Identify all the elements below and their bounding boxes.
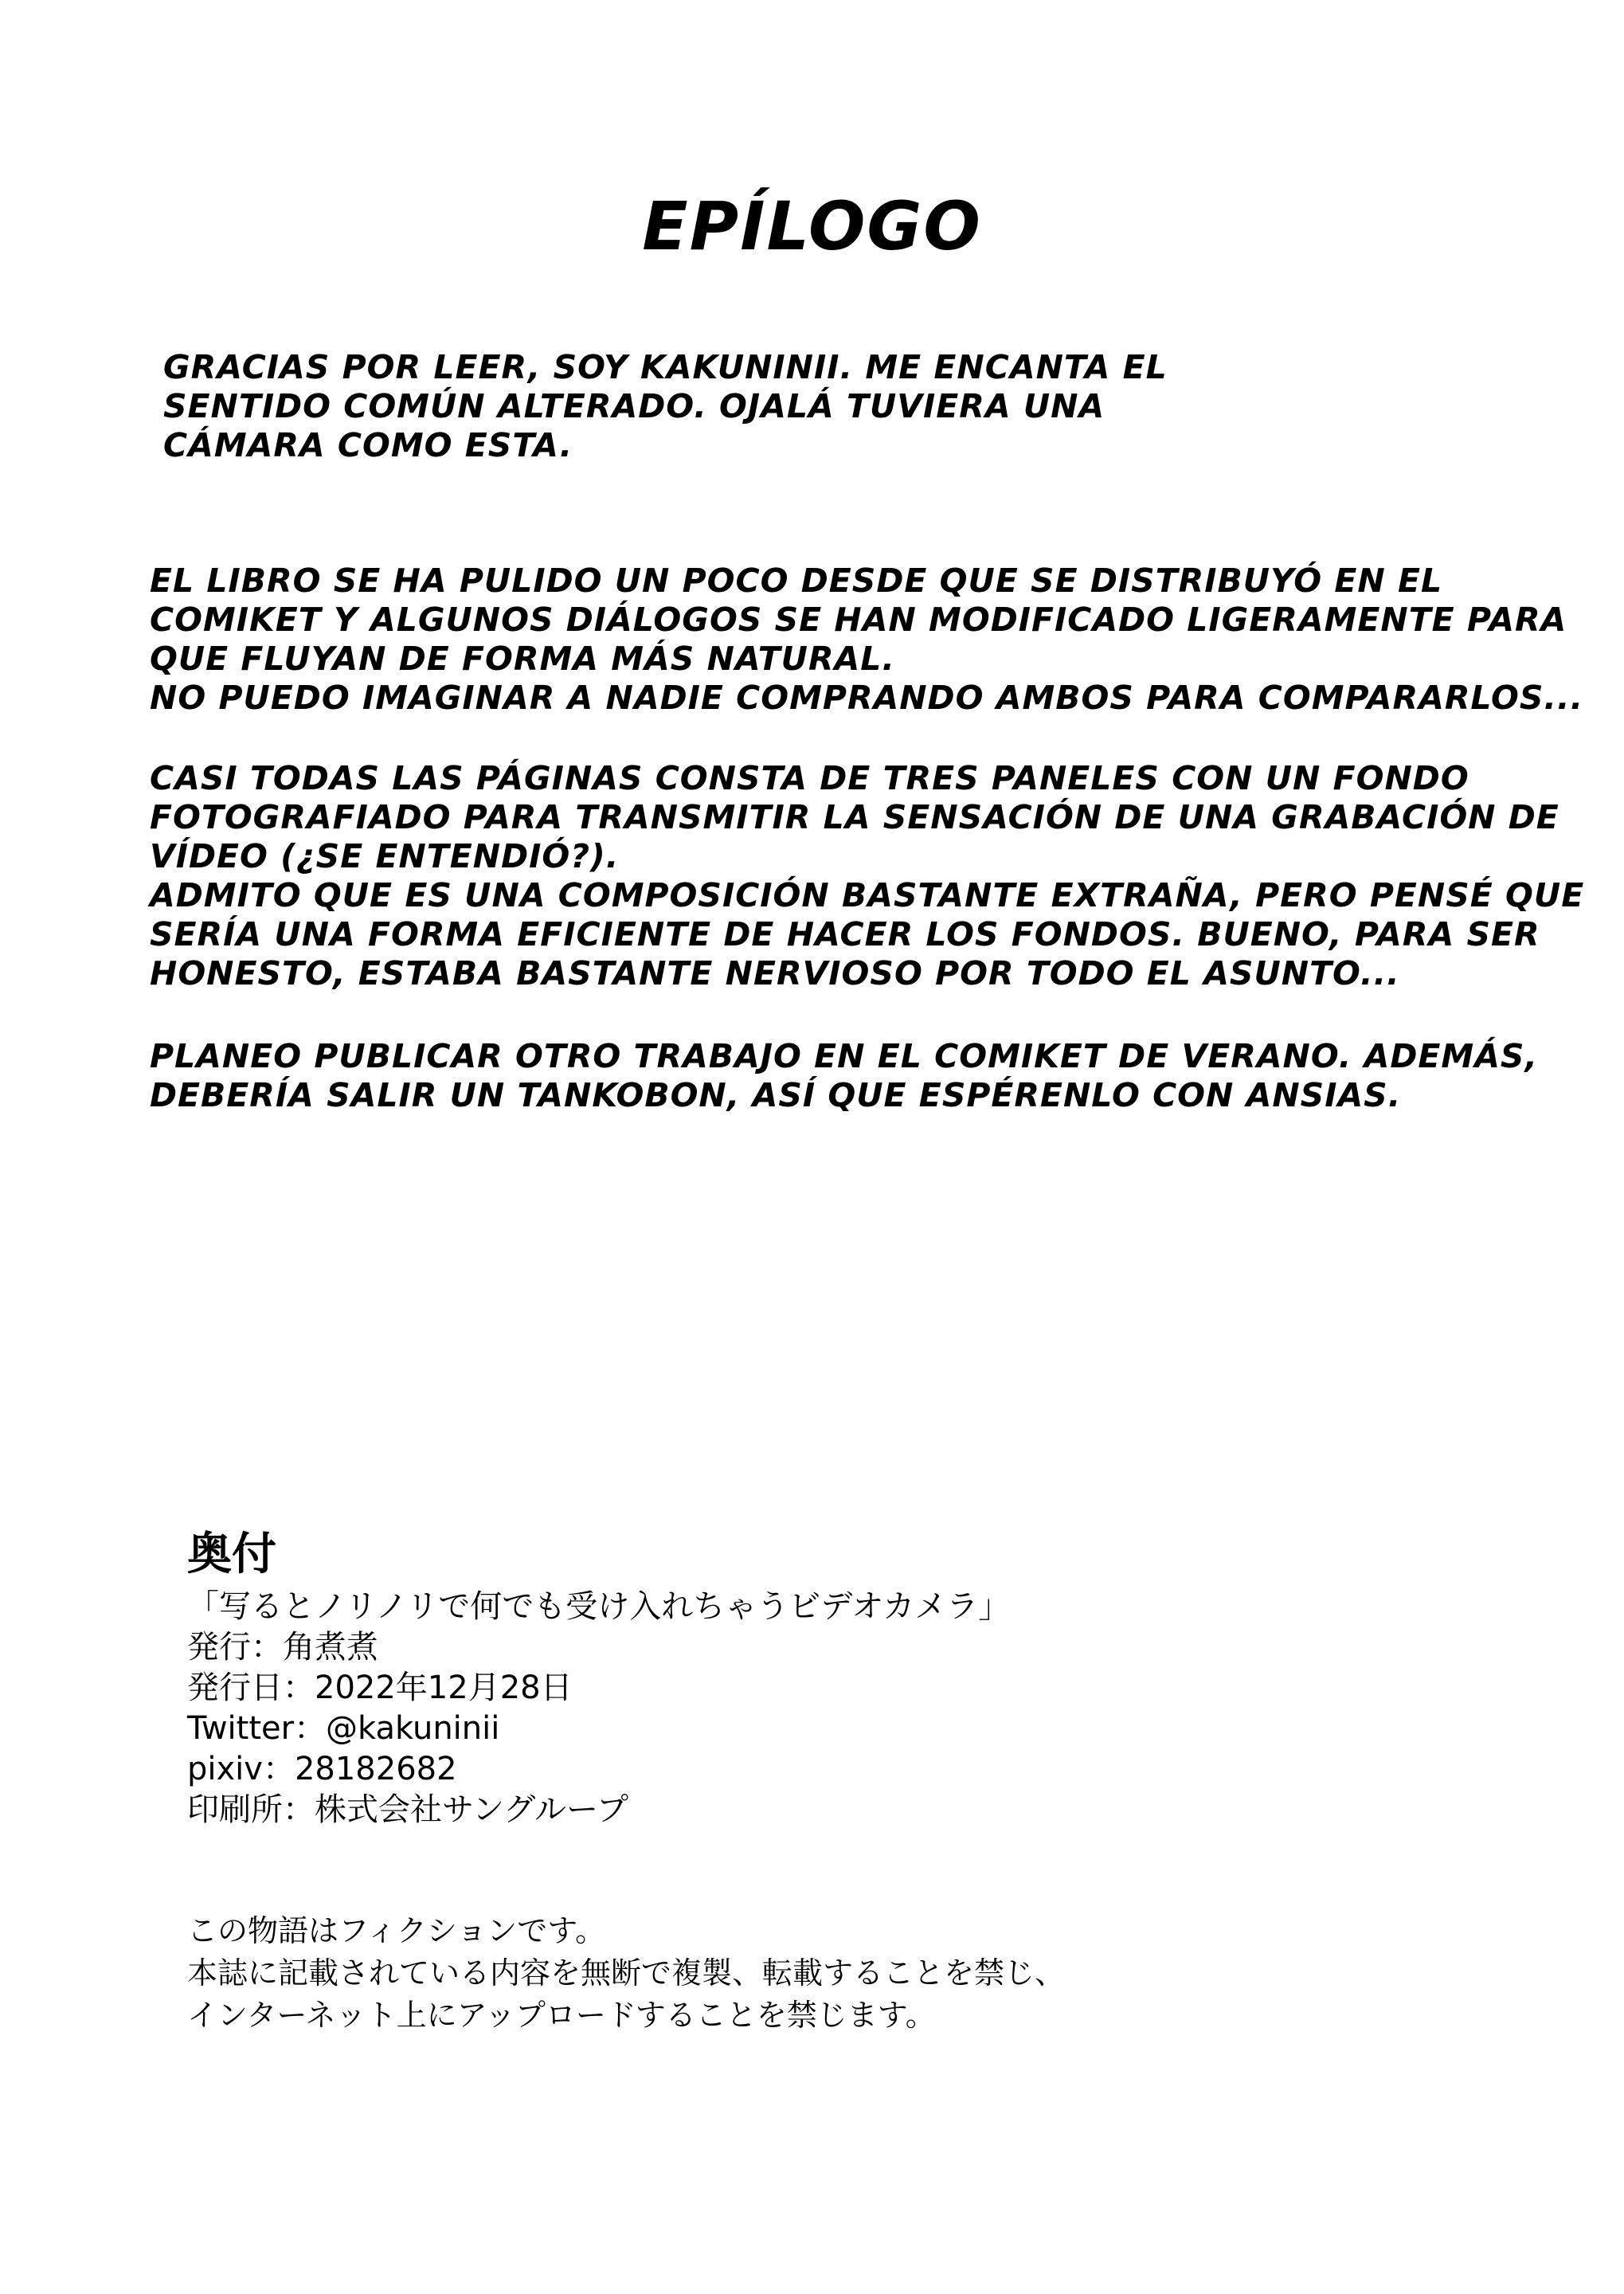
- epilogue-title: EPÍLOGO: [642, 187, 982, 265]
- paragraph-line: GRACIAS POR LEER, SOY KAKUNINII. ME ENCANTA EL: [163, 348, 1168, 386]
- colophon-printer: 印刷所：株式会社サングループ: [187, 1791, 628, 1828]
- colophon-twitter: Twitter：@kakuninii: [187, 1710, 500, 1747]
- colophon-heading: 奥付: [187, 1529, 276, 1580]
- paragraph-line: NO PUEDO IMAGINAR A NADIE COMPRANDO AMBOS PARA COMPARARLOS...: [150, 679, 1584, 717]
- paragraph-line: ADMITO QUE ES UNA COMPOSICIÓN BASTANTE EXTRAÑA, PERO PENSÉ QUE: [150, 876, 1585, 914]
- paragraph-line: DEBERÍA SALIR UN TANKOBON, ASÍ QUE ESPÉRENLO CON ANSIAS.: [150, 1076, 1402, 1114]
- copyright-notice: [187, 1910, 1065, 2037]
- colophon-book-title: 「写るとノリノリで何でも受け入れちゃうビデオカメラ」: [187, 1588, 1011, 1625]
- paragraph-line: COMIKET Y ALGUNOS DIÁLOGOS SE HAN MODIFICADO LIGERAMENTE PARA: [150, 601, 1567, 639]
- colophon-pixiv: pixiv：28182682: [187, 1751, 457, 1787]
- paragraph-line: CASI TODAS LAS PÁGINAS CONSTA DE TRES PANELES CON UN FONDO: [150, 759, 1469, 797]
- colophon-date: 発行日：2022年12月28日: [187, 1670, 573, 1706]
- paragraph-line: FOTOGRAFIADO PARA TRANSMITIR LA SENSACIÓN DE UNA GRABACIÓN DE: [150, 798, 1559, 836]
- epilogue-paragraph-4: [150, 1037, 1538, 1115]
- paragraph-line: VÍDEO (¿SE ENTENDIÓ?).: [150, 837, 620, 875]
- notice-line: 本誌に記載されている内容を無断で複製、転載することを禁じ、: [187, 1955, 1066, 1991]
- epilogue-paragraph-1: [163, 348, 1168, 465]
- paragraph-line: SERÍA UNA FORMA EFICIENTE DE HACER LOS FONDOS. BUENO, PARA SER: [150, 915, 1540, 953]
- paragraph-line: HONESTO, ESTABA BASTANTE NERVIOSO POR TODO EL ASUNTO...: [150, 954, 1400, 992]
- notice-line: この物語はフィクションです。: [187, 1913, 606, 1948]
- paragraph-line: EL LIBRO SE HA PULIDO UN POCO DESDE QUE SE DISTRIBUYÓ EN EL: [150, 562, 1443, 600]
- colophon: [187, 1528, 1010, 1830]
- epilogue-paragraph-2: [150, 562, 1583, 718]
- notice-line: インターネット上にアップロードすることを禁じます。: [187, 1998, 936, 2033]
- paragraph-line: PLANEO PUBLICAR OTRO TRABAJO EN EL COMIKET DE VERANO. ADEMÁS,: [150, 1037, 1539, 1075]
- paragraph-line: SENTIDO COMÚN ALTERADO. OJALÁ TUVIERA UNA: [163, 387, 1105, 425]
- paragraph-line: CÁMARA COMO ESTA.: [163, 426, 573, 464]
- colophon-publisher: 発行：角煮煮: [187, 1629, 378, 1666]
- paragraph-line: QUE FLUYAN DE FORMA MÁS NATURAL.: [150, 640, 895, 678]
- epilogue-paragraph-3: [150, 759, 1584, 993]
